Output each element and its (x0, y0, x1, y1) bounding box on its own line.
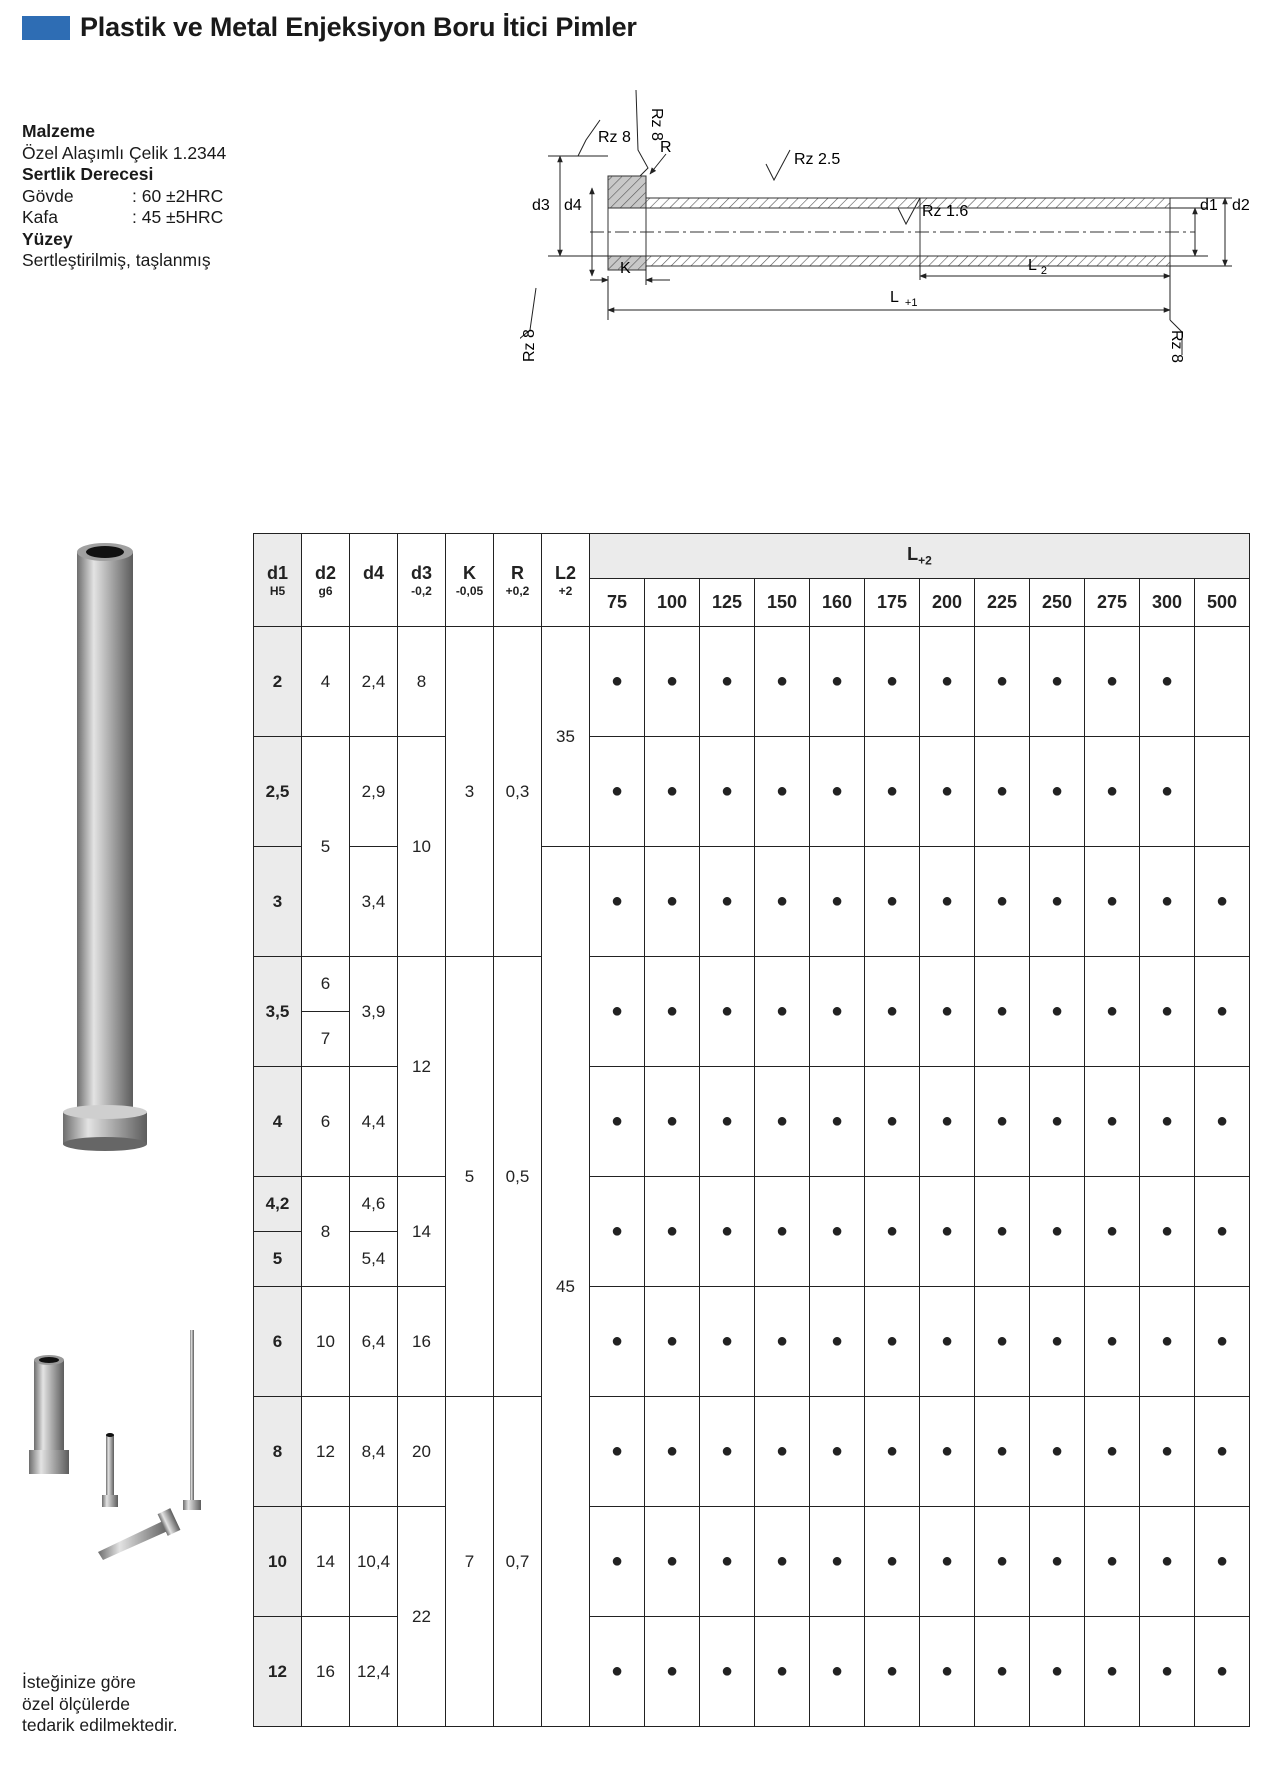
d4-cell: 2,4 (350, 627, 398, 737)
avail-dot: ● (920, 1507, 975, 1617)
avail-dot: ● (810, 957, 865, 1067)
col-header-k: K -0,05 (446, 534, 494, 627)
avail-dot: ● (645, 1397, 700, 1507)
custom-size-note (22, 1672, 178, 1737)
note-line-2: özel ölçülerde (22, 1693, 130, 1714)
material-specs (22, 121, 226, 272)
avail-dot: ● (1085, 1507, 1140, 1617)
avail-dot: ● (1140, 1177, 1195, 1287)
l2-sub: 2 (1040, 265, 1048, 277)
avail-dot: ● (755, 1177, 810, 1287)
d4-cell: 6,4 (350, 1287, 398, 1397)
d3-cell: 12 (398, 957, 446, 1177)
avail-dot: ● (755, 957, 810, 1067)
d1-cell: 6 (254, 1287, 302, 1397)
col-header-l: $L_{+2}$ (590, 534, 1250, 579)
d4-cell: 5,4 (350, 1232, 398, 1287)
avail-dot: ● (1140, 1067, 1195, 1177)
l-letter: L (890, 289, 899, 306)
rz8-bottom-right: Rz 8 (1168, 330, 1185, 363)
d1-cell: 2,5 (254, 737, 302, 847)
avail-dot: ● (1195, 1397, 1250, 1507)
avail-dot: ● (700, 737, 755, 847)
avail-dot: ● (755, 737, 810, 847)
dimension-table (253, 533, 1250, 1727)
col-header-d2: d2 g6 (302, 534, 350, 627)
d2-cell: 16 (302, 1617, 350, 1727)
avail-dot: ● (700, 1617, 755, 1727)
col-header-d3: d3 -0,2 (398, 534, 446, 627)
avail-dot: ● (810, 1287, 865, 1397)
avail-dot: ● (1140, 737, 1195, 847)
d3-cell: 14 (398, 1177, 446, 1287)
k-cell: 3 (446, 627, 494, 957)
d4-cell: 12,4 (350, 1617, 398, 1727)
avail-dot: ● (645, 1617, 700, 1727)
avail-dot: ● (1195, 847, 1250, 957)
avail-dot: ● (590, 1617, 645, 1727)
avail-dot: ● (590, 1397, 645, 1507)
avail-dot: ● (590, 957, 645, 1067)
avail-dot: ● (920, 627, 975, 737)
d2-cell: 5 (302, 737, 350, 957)
d2-cell: 14 (302, 1507, 350, 1617)
avail-dot: ● (865, 1067, 920, 1177)
d1-cell: 3,5 (254, 957, 302, 1067)
material-heading: Malzeme (22, 121, 95, 141)
avail-dot: ● (1030, 1287, 1085, 1397)
avail-dot: ● (1140, 1617, 1195, 1727)
r-label: R (660, 139, 672, 156)
col-header-r: R +0,2 (494, 534, 542, 627)
avail-dot: ● (755, 1067, 810, 1177)
avail-dot: ● (865, 847, 920, 957)
d4-cell: 4,4 (350, 1067, 398, 1177)
avail-dot: ● (920, 957, 975, 1067)
length-125: 125 (700, 579, 755, 627)
d4-cell: 3,9 (350, 957, 398, 1067)
avail-dot: ● (1195, 1507, 1250, 1617)
avail-dot: ● (1085, 1617, 1140, 1727)
col-header-d4: d4 (350, 534, 398, 627)
title-accent-bar (22, 16, 70, 40)
d3-cell: 10 (398, 737, 446, 957)
d1-cell: 5 (254, 1232, 302, 1287)
length-160: 160 (810, 579, 865, 627)
avail-dot: ● (645, 1507, 700, 1617)
avail-dot: ● (865, 1507, 920, 1617)
l2-cell: 35 (542, 627, 590, 847)
avail-dot: ● (1085, 957, 1140, 1067)
avail-dot: ● (645, 1177, 700, 1287)
technical-drawing (520, 80, 1260, 400)
avail-dot: ● (755, 627, 810, 737)
avail-dot: ● (810, 1617, 865, 1727)
d3-cell: 8 (398, 627, 446, 737)
sleeve-pin-photo (55, 540, 155, 1160)
avail-dot: ● (1140, 847, 1195, 957)
avail-dot: ● (865, 957, 920, 1067)
surface-heading: Yüzey (22, 228, 73, 249)
length-100: 100 (645, 579, 700, 627)
d2-cell: 6 (302, 1067, 350, 1177)
rz8-bottom-left: Rz 8 (521, 329, 538, 362)
avail-dot: ● (1140, 957, 1195, 1067)
d3-label: d3 (532, 197, 550, 214)
avail-dot: ● (920, 1287, 975, 1397)
avail-dot: ● (590, 1287, 645, 1397)
avail-dot: ● (755, 1287, 810, 1397)
avail-dot: ● (975, 847, 1030, 957)
avail-dot: ● (1085, 1287, 1140, 1397)
avail-dot: ● (920, 847, 975, 957)
rz8-top-rotated: Rz 8 (648, 108, 665, 141)
avail-dot: ● (810, 1507, 865, 1617)
avail-dot: ● (865, 1397, 920, 1507)
head-hardness-row (22, 207, 226, 229)
l2-cell: 45 (542, 847, 590, 1727)
d4-cell: 4,6 (350, 1177, 398, 1232)
d1-cell: 8 (254, 1397, 302, 1507)
note-line-1: İsteğinize göre (22, 1672, 136, 1692)
avail-dot: ● (810, 1177, 865, 1287)
avail-dot: ● (1140, 1507, 1195, 1617)
l-sub: +1 (904, 297, 918, 309)
avail-dot: ● (1085, 847, 1140, 957)
empty-cell (1195, 627, 1250, 737)
page-title: Plastik ve Metal Enjeksiyon Boru İtici Pimler (80, 12, 637, 42)
avail-dot: ● (975, 627, 1030, 737)
d2-label: d2 (1232, 197, 1250, 214)
length-500: 500 (1195, 579, 1250, 627)
d4-cell: 10,4 (350, 1507, 398, 1617)
head-value: : 45 ±5HRC (132, 207, 224, 227)
avail-dot: ● (1140, 627, 1195, 737)
avail-dot: ● (1030, 627, 1085, 737)
avail-dot: ● (1140, 1397, 1195, 1507)
avail-dot: ● (700, 957, 755, 1067)
avail-dot: ● (1085, 1067, 1140, 1177)
avail-dot: ● (865, 1287, 920, 1397)
d4-cell: 3,4 (350, 847, 398, 957)
pin-assortment-photo (20, 1320, 220, 1570)
k-cell: 5 (446, 957, 494, 1397)
k-label: K (620, 260, 631, 277)
avail-dot: ● (920, 1177, 975, 1287)
avail-dot: ● (1030, 957, 1085, 1067)
avail-dot: ● (645, 1067, 700, 1177)
avail-dot: ● (700, 1287, 755, 1397)
length-75: 75 (590, 579, 645, 627)
avail-dot: ● (590, 1177, 645, 1287)
d4-label: d4 (564, 197, 582, 214)
avail-dot: ● (700, 627, 755, 737)
avail-dot: ● (975, 1287, 1030, 1397)
note-line-3: tedarik edilmektedir. (22, 1715, 178, 1735)
length-200: 200 (920, 579, 975, 627)
length-225: 225 (975, 579, 1030, 627)
avail-dot: ● (920, 1397, 975, 1507)
avail-dot: ● (865, 627, 920, 737)
avail-dot: ● (1195, 1177, 1250, 1287)
d2-cell: 10 (302, 1287, 350, 1397)
avail-dot: ● (645, 957, 700, 1067)
d3-cell: 20 (398, 1397, 446, 1507)
material-value: Özel Alaşımlı Çelik 1.2344 (22, 142, 227, 163)
avail-dot: ● (1030, 1507, 1085, 1617)
d4-cell: 2,9 (350, 737, 398, 847)
avail-dot: ● (1085, 1397, 1140, 1507)
avail-dot: ● (1195, 1617, 1250, 1727)
avail-dot: ● (1085, 627, 1140, 737)
body-label: Gövde (22, 185, 74, 206)
d4-cell: 8,4 (350, 1397, 398, 1507)
avail-dot: ● (865, 1617, 920, 1727)
avail-dot: ● (975, 1397, 1030, 1507)
avail-dot: ● (590, 1507, 645, 1617)
body-value: : 60 ±2HRC (132, 185, 224, 206)
d1-cell: 4,2 (254, 1177, 302, 1232)
d2-cell: 7 (302, 1012, 350, 1067)
avail-dot: ● (975, 1177, 1030, 1287)
d1-cell: 12 (254, 1617, 302, 1727)
r-cell: 0,5 (494, 957, 542, 1397)
body-hardness-row (22, 186, 226, 208)
avail-dot: ● (590, 847, 645, 957)
avail-dot: ● (755, 847, 810, 957)
d3-cell: 16 (398, 1287, 446, 1397)
avail-dot: ● (1085, 1177, 1140, 1287)
avail-dot: ● (810, 847, 865, 957)
empty-cell (1195, 737, 1250, 847)
avail-dot: ● (700, 1067, 755, 1177)
avail-dot: ● (1085, 737, 1140, 847)
avail-dot: ● (975, 1067, 1030, 1177)
length-275: 275 (1085, 579, 1140, 627)
hardness-heading: Sertlik Derecesi (22, 164, 154, 184)
avail-dot: ● (755, 1617, 810, 1727)
tube-wall-top (646, 198, 1170, 208)
avail-dot: ● (700, 1177, 755, 1287)
d1-cell: 4 (254, 1067, 302, 1177)
avail-dot: ● (700, 1507, 755, 1617)
l2-letter: L (1028, 257, 1037, 274)
avail-dot: ● (810, 1067, 865, 1177)
head-label: Kafa (22, 207, 58, 227)
rz16-label: Rz 1.6 (922, 203, 969, 220)
avail-dot: ● (645, 1287, 700, 1397)
avail-dot: ● (1030, 737, 1085, 847)
avail-dot: ● (920, 1617, 975, 1727)
rz8-top-left: Rz 8 (598, 129, 631, 146)
rz25-label: Rz 2.5 (794, 151, 841, 168)
avail-dot: ● (700, 847, 755, 957)
avail-dot: ● (810, 1397, 865, 1507)
d1-cell: 2 (254, 627, 302, 737)
tube-wall-bottom (646, 256, 1170, 266)
col-header-d1: d1 H5 (254, 534, 302, 627)
avail-dot: ● (865, 1177, 920, 1287)
avail-dot: ● (590, 627, 645, 737)
avail-dot: ● (645, 737, 700, 847)
surface-value: Sertleştirilmiş, taşlanmış (22, 250, 211, 270)
r-cell: 0,3 (494, 627, 542, 957)
avail-dot: ● (755, 1397, 810, 1507)
avail-dot: ● (975, 957, 1030, 1067)
avail-dot: ● (1030, 1617, 1085, 1727)
d3-cell: 22 (398, 1507, 446, 1727)
length-300: 300 (1140, 579, 1195, 627)
avail-dot: ● (1195, 957, 1250, 1067)
length-150: 150 (755, 579, 810, 627)
k-cell: 7 (446, 1397, 494, 1727)
d1-cell: 3 (254, 847, 302, 957)
avail-dot: ● (810, 627, 865, 737)
d2-cell: 8 (302, 1177, 350, 1287)
avail-dot: ● (1140, 1287, 1195, 1397)
avail-dot: ● (1195, 1067, 1250, 1177)
avail-dot: ● (1030, 1067, 1085, 1177)
avail-dot: ● (700, 1397, 755, 1507)
length-175: 175 (865, 579, 920, 627)
avail-dot: ● (975, 1507, 1030, 1617)
avail-dot: ● (975, 737, 1030, 847)
d1-cell: 10 (254, 1507, 302, 1617)
avail-dot: ● (1030, 1397, 1085, 1507)
col-header-l2: L2 +2 (542, 534, 590, 627)
avail-dot: ● (645, 847, 700, 957)
avail-dot: ● (810, 737, 865, 847)
avail-dot: ● (1030, 1177, 1085, 1287)
d2-cell: 4 (302, 627, 350, 737)
length-250: 250 (1030, 579, 1085, 627)
d2-cell: 6 (302, 957, 350, 1012)
avail-dot: ● (1195, 1287, 1250, 1397)
avail-dot: ● (865, 737, 920, 847)
avail-dot: ● (920, 737, 975, 847)
r-cell: 0,7 (494, 1397, 542, 1727)
avail-dot: ● (755, 1507, 810, 1617)
d1-label: d1 (1200, 197, 1218, 214)
avail-dot: ● (590, 1067, 645, 1177)
avail-dot: ● (1030, 847, 1085, 957)
avail-dot: ● (975, 1617, 1030, 1727)
avail-dot: ● (590, 737, 645, 847)
avail-dot: ● (920, 1067, 975, 1177)
avail-dot: ● (645, 627, 700, 737)
l-label (890, 289, 917, 309)
d2-cell: 12 (302, 1397, 350, 1507)
